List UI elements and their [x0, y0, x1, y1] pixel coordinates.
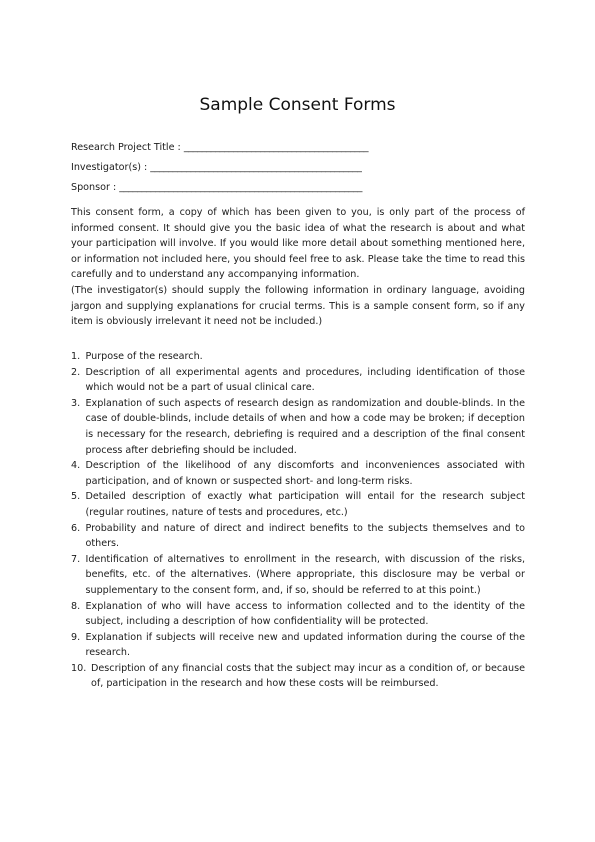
fill-in-line[interactable]: ______________________________________________________: [119, 182, 363, 193]
fill-in-line[interactable]: _______________________________________________: [150, 162, 362, 173]
item-text: Detailed description of exactly what participation will entail for the research subject (regular routines, nature of tests and procedures, etc.): [85, 491, 525, 518]
field-label: Investigator(s) :: [71, 162, 151, 173]
item-text: Description of all experimental agents and procedures, including identification of those which would not be a part of usual clinical care.: [85, 366, 525, 394]
item-number: 9.: [71, 631, 81, 643]
intro-note-paragraph: (The investigator(s) should supply the following information in ordinary language, avoiding jargon and supplying explanations for crucial terms. This is a sample consent form, so if any item is obviously irrelevant it need not be included.): [71, 284, 525, 328]
fill-in-line[interactable]: _________________________________________: [183, 142, 369, 153]
list-item: [71, 396, 525, 458]
item-number: 1.: [71, 351, 81, 362]
field-label: Sponsor :: [71, 182, 120, 193]
item-text: Purpose of the research.: [85, 351, 203, 362]
item-number: 2.: [71, 366, 81, 378]
intro-paragraph: This consent form, a copy of which has been given to you, is only part of the process of informed consent. It should give you the basic idea of what the research is about and what your participation will involve. If you would like more detail about something mentioned here, or information not included here, you should feel free to ask. Please take the time to read this carefully and to understand any accompanying information.: [71, 207, 525, 281]
list-item: [71, 489, 525, 520]
item-text: Identification of alternatives to enrollment in the research, with discussion of the risks, benefits, etc. of the alternatives. (Where appropriate, this disclosure may be verbal or supplementary to the consent form, and, if so, should be referred to at this point.): [85, 553, 525, 596]
list-item: [71, 552, 525, 599]
item-text: Description of any financial costs that the subject may incur as a condition of, or because of, participation in the research and how these costs will be reimbursed.: [91, 662, 525, 690]
list-item: [71, 599, 525, 630]
item-number: 7.: [71, 553, 81, 565]
list-item: [71, 661, 525, 692]
item-text: Probability and nature of direct and indirect benefits to the subjects themselves and to others.: [85, 522, 525, 550]
intro-text: [71, 205, 525, 330]
list-item: [71, 349, 525, 365]
item-number: 5.: [71, 491, 81, 503]
item-text: Explanation if subjects will receive new and updated information during the course of the research.: [85, 631, 525, 659]
form-fields: [71, 138, 531, 198]
item-number: 4.: [71, 460, 81, 472]
list-item: [71, 521, 525, 552]
item-text: Description of the likelihood of any discomforts and inconveniences associated with participation, and of known or suspected short- and long-term risks.: [85, 460, 525, 487]
research-project-title-field[interactable]: [71, 138, 531, 158]
item-text: Explanation of such aspects of research design as randomization and double-blinds. In the case of double-blinds, include details of when and how a code may be broken; if deception is necessary for the research, debriefing is required and a description of the final consent process after debriefing should be included.: [85, 397, 525, 456]
investigators-field[interactable]: [71, 158, 531, 178]
sponsor-field[interactable]: [71, 178, 531, 198]
item-number: 10.: [71, 662, 87, 674]
item-text: Explanation of who will have access to information collected and to the identity of the subject, including a description of how confidentiality will be protected.: [85, 600, 525, 628]
list-item: [71, 365, 525, 396]
list-item: [71, 630, 525, 661]
list-item: [71, 458, 525, 489]
page-title: Sample Consent Forms: [199, 95, 396, 115]
item-number: 6.: [71, 522, 81, 534]
field-label: Research Project Title :: [71, 142, 184, 153]
consent-items-list: [71, 349, 525, 692]
item-number: 8.: [71, 600, 81, 612]
item-number: 3.: [71, 397, 81, 409]
